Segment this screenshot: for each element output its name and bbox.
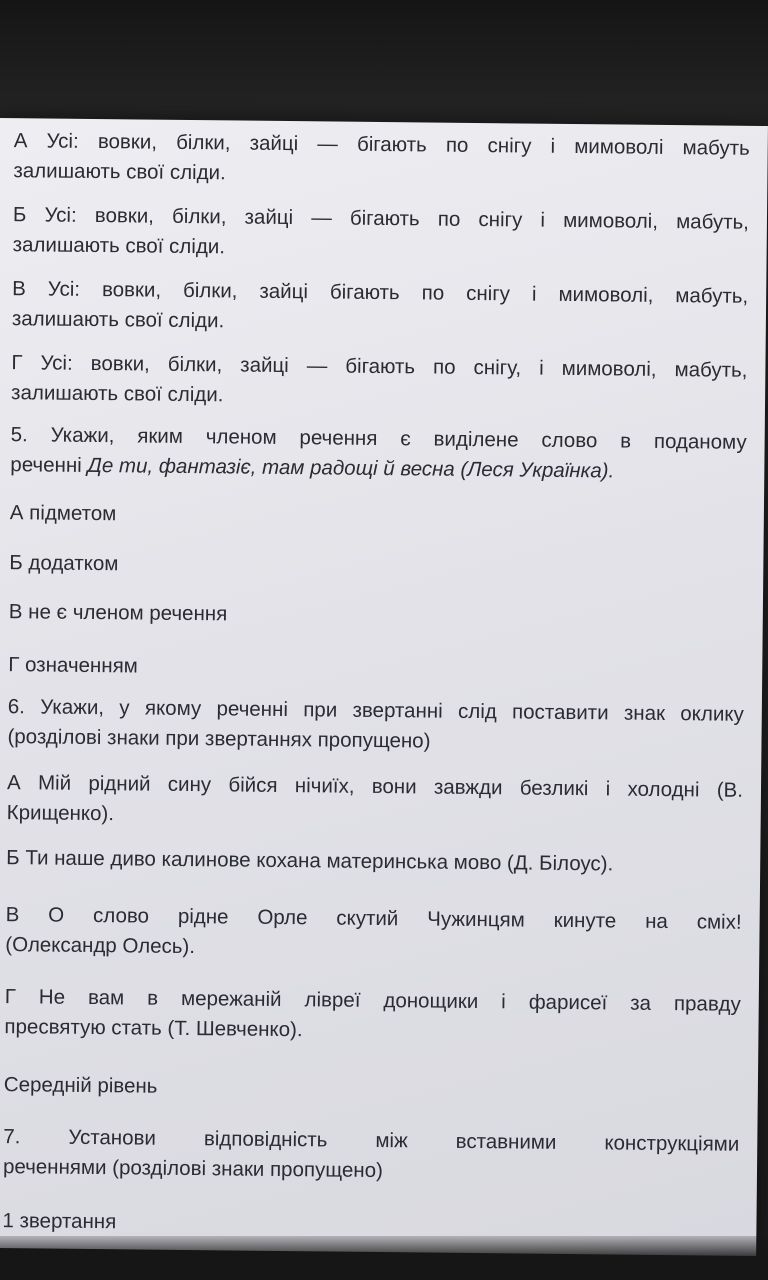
question-line: 5. Укажи, яким членом речення є виділене слово в поданому xyxy=(10,423,747,454)
q6-option-c xyxy=(5,900,742,968)
q4-option-a xyxy=(13,126,750,194)
option-line: Б Усі: вовки, білки, зайці — бігають по снігу і мимоволі, мабуть, xyxy=(12,203,750,234)
paper-sheet xyxy=(0,118,768,1256)
heading-text: Середній рівень xyxy=(3,1073,158,1098)
q6-option-a xyxy=(7,768,744,836)
option-line: А Усі: вовки, білки, зайці — бігають по снігу і мимоволі мабуть xyxy=(13,129,750,160)
option-line: Б додатком xyxy=(9,551,119,576)
q5-option-b xyxy=(9,548,745,586)
option-line: залишають свої сліди. xyxy=(12,233,226,259)
q6-option-b xyxy=(6,843,742,881)
example-sentence: Де ти, фантазіє, там радощі й весна (Леся Українка). xyxy=(87,453,615,483)
question-text: реченні xyxy=(10,453,88,477)
option-line: В О слово рідне Орле скутий Чужинцям кинуте на сміх! xyxy=(5,903,742,934)
option-line: В не є членом речення xyxy=(8,600,228,626)
worksheet-text xyxy=(2,126,750,1234)
option-line: залишають свої сліди. xyxy=(11,381,224,407)
option-line: В Усі: вовки, білки, зайці бігають по снігу і мимоволі, мабуть, xyxy=(12,277,749,308)
option-line: Б Ти наше диво калинове кохана материнська мово (Д. Білоус). xyxy=(6,846,614,876)
q5-option-a xyxy=(10,498,746,536)
option-line: Г Не вам в мережаній лівреї донощики і фарисеї за правду xyxy=(4,985,741,1016)
option-line: А підметом xyxy=(9,501,117,526)
option-line: пресвятую стать (Т. Шевченко). xyxy=(4,1015,303,1042)
q4-option-d xyxy=(11,348,748,416)
question-line: реченнями (розділові знаки пропущено) xyxy=(2,1155,383,1183)
question-line: (розділові знаки при звертаннях пропущено) xyxy=(7,725,431,753)
option-line: Г означенням xyxy=(8,653,138,678)
q5-option-c xyxy=(9,597,745,635)
item-line: 1 звертання xyxy=(2,1209,117,1234)
option-line: залишають свої сліди. xyxy=(11,307,225,333)
question-5 xyxy=(10,420,747,488)
q5-option-d xyxy=(8,650,744,688)
q4-option-b xyxy=(13,200,750,268)
option-line: залишають свої сліди. xyxy=(13,159,226,185)
question-6 xyxy=(7,692,744,760)
question-line: 6. Укажи, у якому реченні при звертанні слід поставити знак оклику xyxy=(7,695,744,726)
q6-option-d xyxy=(4,982,741,1050)
option-line: Г Усі: вовки, білки, зайці — бігають по снігу, і мимоволі, мабуть, xyxy=(11,351,748,382)
option-line: А Мій рідний сину бійся нічиїх, вони завжди безликі і холодні (В. xyxy=(6,771,744,802)
q4-option-c xyxy=(12,274,749,342)
option-line: Крищенко). xyxy=(6,801,115,826)
question-7 xyxy=(3,1122,740,1190)
option-line: (Олександр Олесь). xyxy=(5,933,196,959)
bottom-shadow xyxy=(0,1236,768,1280)
section-heading xyxy=(4,1070,740,1108)
question-line: 7. Установи відповідність між вставними конструкціями xyxy=(3,1125,740,1156)
